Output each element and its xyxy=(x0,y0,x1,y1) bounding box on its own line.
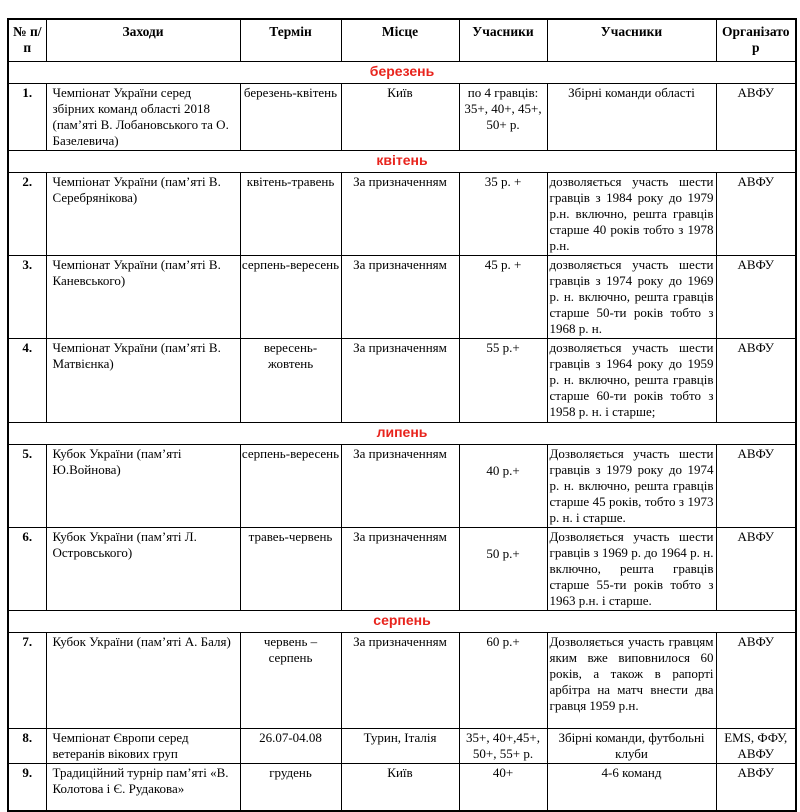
event-term: березень-квітень xyxy=(240,84,341,151)
event-participants: 35 р. + xyxy=(459,173,547,256)
event-place: Київ xyxy=(341,764,459,811)
event-place: За призначенням xyxy=(341,339,459,423)
event-name: Традиційний турнір пам’яті «В. Колотова і Є. Рудакова» xyxy=(46,764,240,811)
month-band-april xyxy=(8,151,796,173)
event-details: дозволяється участь шести гравців з 1984 року до 1979 р.н. включно, решта гравців старше 40 років тобто з 1978 р.н. xyxy=(547,173,716,256)
event-term: червень – серпень xyxy=(240,633,341,729)
event-details: Дозволяється участь шести гравців з 1969 р. до 1964 р. н. включно, решта гравців старше 55-ти років тобто з 1963 р.н. і старше. xyxy=(547,528,716,611)
event-participants: 55 р.+ xyxy=(459,339,547,423)
event-term: серпень-вересень xyxy=(240,445,341,528)
event-place: За призначенням xyxy=(341,528,459,611)
row-number: 5. xyxy=(8,445,46,528)
row-number: 3. xyxy=(8,256,46,339)
table-row-2 xyxy=(8,173,796,256)
row-number: 7. xyxy=(8,633,46,729)
event-organizer: EMS, ФФУ, АВФУ xyxy=(716,729,796,764)
event-participants: 60 р.+ xyxy=(459,633,547,729)
event-term: грудень xyxy=(240,764,341,811)
col-header-organizer: Організатор xyxy=(716,19,796,62)
event-name: Чемпіонат України (пам’яті В. Матвієнка) xyxy=(46,339,240,423)
event-details: Дозволяється участь гравцям яким вже виповнилося 60 років, а також в рапорті арбітра на матч внести два гравця 1959 р.н. xyxy=(547,633,716,729)
table-row-9 xyxy=(8,764,796,811)
col-header-place: Місце xyxy=(341,19,459,62)
event-organizer: АВФУ xyxy=(716,256,796,339)
event-details: 4-6 команд xyxy=(547,764,716,811)
event-term: вересень-жовтень xyxy=(240,339,341,423)
event-place: За призначенням xyxy=(341,445,459,528)
event-organizer: АВФУ xyxy=(716,84,796,151)
event-place: За призначенням xyxy=(341,256,459,339)
row-number: 4. xyxy=(8,339,46,423)
col-header-participants: Учасники xyxy=(459,19,547,62)
event-details: Збірні команди області xyxy=(547,84,716,151)
col-header-num: № п/п xyxy=(8,19,46,62)
table-row-5 xyxy=(8,445,796,528)
event-participants: 40 р.+ xyxy=(459,445,547,528)
row-number: 8. xyxy=(8,729,46,764)
event-name: Чемпіонат України серед збірних команд області 2018 (пам’яті В. Лобановського та О. Базелевича) xyxy=(46,84,240,151)
event-term: травеь-червень xyxy=(240,528,341,611)
event-place: Турин, Італія xyxy=(341,729,459,764)
event-term: 26.07-04.08 xyxy=(240,729,341,764)
table-row-3 xyxy=(8,256,796,339)
event-name: Чемпіонат України (пам’яті В. Каневського) xyxy=(46,256,240,339)
month-band-august xyxy=(8,611,796,633)
month-label: квітень xyxy=(8,151,796,173)
table-row-4 xyxy=(8,339,796,423)
event-organizer: АВФУ xyxy=(716,339,796,423)
event-details: дозволяється участь шести гравців з 1964 року до 1959 р. н. включно, решта гравців старше 60-ти років тобто з 1958 р. н. і старше; xyxy=(547,339,716,423)
col-header-term: Термін xyxy=(240,19,341,62)
event-organizer: АВФУ xyxy=(716,633,796,729)
event-organizer: АВФУ xyxy=(716,445,796,528)
event-organizer: АВФУ xyxy=(716,764,796,811)
event-name: Чемпіонат України (пам’яті В. Серебрянікова) xyxy=(46,173,240,256)
table-row-8 xyxy=(8,729,796,764)
event-details: Збірні команди, футбольні клуби xyxy=(547,729,716,764)
row-number: 6. xyxy=(8,528,46,611)
event-place: Київ xyxy=(341,84,459,151)
row-number: 9. xyxy=(8,764,46,811)
event-name: Кубок України (пам’яті Ю.Войнова) xyxy=(46,445,240,528)
event-organizer: АВФУ xyxy=(716,173,796,256)
event-name: Чемпіонат Європи серед ветеранів вікових груп xyxy=(46,729,240,764)
month-band-march xyxy=(8,62,796,84)
event-details: дозволяється участь шести гравців з 1974 року до 1969 р. н. включно, решта гравців старше 50-ти років тобто з 1968 р. н. xyxy=(547,256,716,339)
event-name: Кубок України (пам’яті А. Баля) xyxy=(46,633,240,729)
table-header-row xyxy=(8,19,796,62)
month-band-july xyxy=(8,423,796,445)
event-participants: 50 р.+ xyxy=(459,528,547,611)
table-row-7 xyxy=(8,633,796,729)
event-term: серпень-вересень xyxy=(240,256,341,339)
col-header-events: Заходи xyxy=(46,19,240,62)
event-place: За призначенням xyxy=(341,633,459,729)
event-details: Дозволяється участь шести гравців з 1979 року до 1974 р. н. включно, решта гравців старше 45 років, тобто з 1973 р. н. і старше. xyxy=(547,445,716,528)
event-participants: 45 р. + xyxy=(459,256,547,339)
row-number: 1. xyxy=(8,84,46,151)
event-name: Кубок України (пам’яті Л. Островського) xyxy=(46,528,240,611)
event-participants: 35+, 40+,45+, 50+, 55+ р. xyxy=(459,729,547,764)
month-label: серпень xyxy=(8,611,796,633)
row-number: 2. xyxy=(8,173,46,256)
table-row-6 xyxy=(8,528,796,611)
event-participants: 40+ xyxy=(459,764,547,811)
table-row-1 xyxy=(8,84,796,151)
col-header-participants-details: Учасники xyxy=(547,19,716,62)
event-organizer: АВФУ xyxy=(716,528,796,611)
month-label: липень xyxy=(8,423,796,445)
events-schedule-table xyxy=(7,18,797,812)
event-term: квітень-травень xyxy=(240,173,341,256)
event-place: За призначенням xyxy=(341,173,459,256)
event-participants: по 4 гравців: 35+, 40+, 45+, 50+ р. xyxy=(459,84,547,151)
month-label: березень xyxy=(8,62,796,84)
